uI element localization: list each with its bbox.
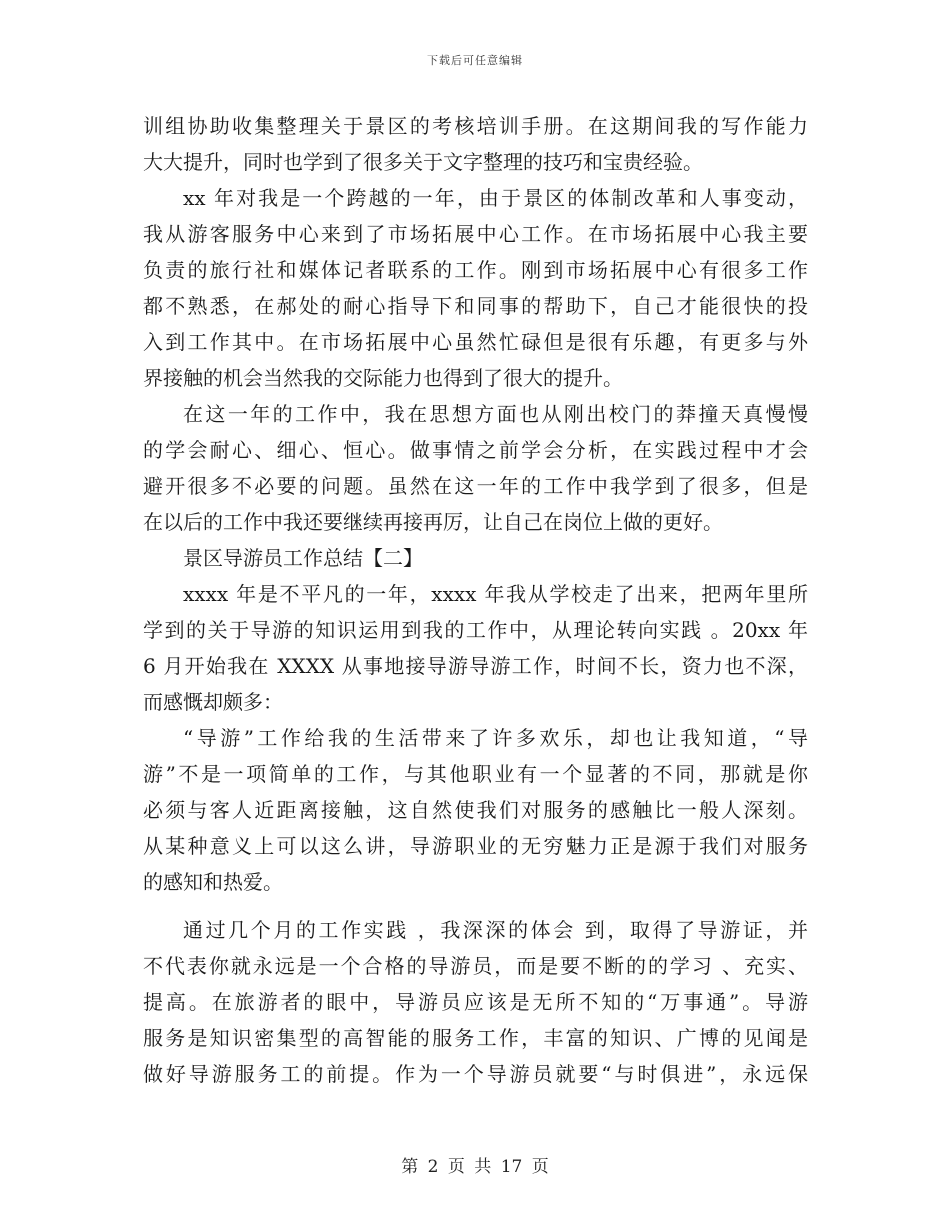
text-line: 负责的旅行社和媒体记者联系的工作。刚到市场拓展中心有很多工作 <box>143 258 808 282</box>
paragraph-first-line: xx 年对我是一个跨越的一年，由于景区的体制改革和人事变动， <box>183 186 808 210</box>
text-line: 避开很多不必要的问题。虽然在这一年的工作中我学到了很多，但是 <box>143 474 808 498</box>
text-line: 必须与客人近距离接触，这自然使我们对服务的感触比一般人深刻。 <box>143 798 808 822</box>
paragraph-first-line: xxxx 年是不平凡的一年，xxxx 年我从学校走了出来，把两年里所 <box>183 582 808 606</box>
text-line: 都不熟悉，在郝处的耐心指导下和同事的帮助下，自己才能很快的投 <box>143 294 808 318</box>
text-line: 从某种意义上可以这么讲，导游职业的无穷魅力正是源于我们对服务 <box>143 834 808 858</box>
text-line: 界接触的机会当然我的交际能力也得到了很大的提升。 <box>143 366 623 390</box>
text-line: 6 月开始我在 XXXX 从事地接导游导游工作，时间不长，资力也不深， <box>143 654 808 678</box>
text-line: 的学会耐心、细心、恒心。做事情之前学会分析，在实践过程中才会 <box>143 438 808 462</box>
document-body <box>143 108 808 1092</box>
text-line: 学到的关于导游的知识运用到我的工作中，从理论转向实践 。20xx 年 <box>143 618 808 642</box>
paragraph-first-line: 通过几个月的工作实践 ，我深深的体会 到，取得了导游证，并 <box>183 918 808 942</box>
text-line: 在以后的工作中我还要继续再接再厉，让自己在岗位上做的更好。 <box>143 510 723 534</box>
text-line: 的感知和热爱。 <box>143 870 283 894</box>
paragraph-first-line: “导游”工作给我的生活带来了许多欢乐，却也让我知道，“导 <box>183 726 808 750</box>
text-line: 提高。在旅游者的眼中，导游员应该是无所不知的“万事通”。导游 <box>143 990 808 1014</box>
text-line: 我从游客服务中心来到了市场拓展中心工作。在市场拓展中心我主要 <box>143 222 808 246</box>
text-line: 做好导游服务工的前提。作为一个导游员就要“与时俱进”，永远保 <box>143 1062 808 1086</box>
text-line: 而感慨却颇多： <box>143 690 283 714</box>
text-line: 入到工作其中。在市场拓展中心虽然忙碌但是很有乐趣，有更多与外 <box>143 330 808 354</box>
text-line: 不代表你就永远是一个合格的导游员，而是要不断的的学习 、充实、 <box>143 954 808 978</box>
text-line: 游”不是一项简单的工作，与其他职业有一个显著的不同，那就是你 <box>143 762 808 786</box>
text-line: 大大提升，同时也学到了很多关于文字整理的技巧和宝贵经验。 <box>143 150 703 174</box>
page-header: 下载后可任意编辑 <box>427 54 523 67</box>
page-number-footer: 第 2 页 共 17 页 <box>401 1157 549 1177</box>
text-line: 服务是知识密集型的高智能的服务工作，丰富的知识、广博的见闻是 <box>143 1026 808 1050</box>
paragraph-first-line: 在这一年的工作中，我在思想方面也从刚出校门的莽撞天真慢慢 <box>183 402 808 426</box>
text-line: 训组协助收集整理关于景区的考核培训手册。在这期间我的写作能力 <box>143 114 808 138</box>
section-heading: 景区导游员工作总结【二】 <box>183 546 423 570</box>
